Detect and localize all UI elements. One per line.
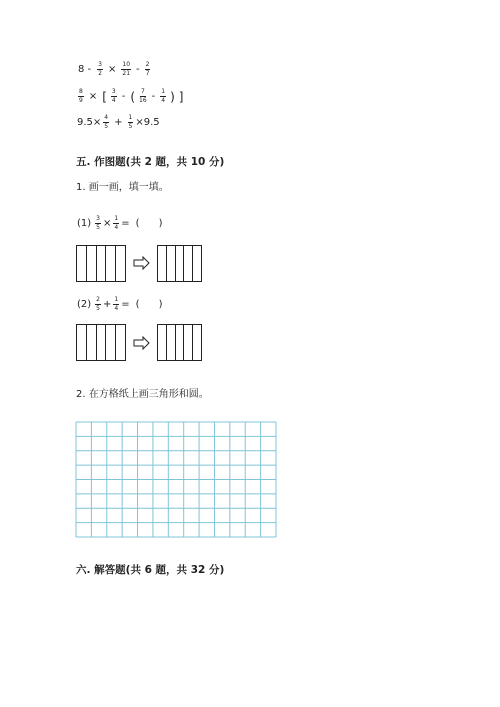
problem-1-left-rectangle — [76, 245, 126, 282]
grid-paper[interactable] — [75, 421, 277, 538]
problem-1-right-rectangle — [157, 245, 202, 282]
expr3-op-1: + — [114, 116, 123, 128]
expr3-tail: ×9.5 — [135, 116, 160, 128]
problem-2-left-rectangle — [76, 324, 126, 361]
expr1-fraction-2: $\frac{10}{21}$ — [122, 61, 131, 77]
problem-1-label: (1) — [77, 217, 92, 229]
expr2-fraction-4: $\frac{1}{4}$ — [161, 88, 166, 104]
section-6-title: 六. 解答题(共 6 题，共 32 分) — [76, 564, 225, 576]
problem-1-answer-blank[interactable]: ( ) — [135, 217, 163, 229]
expr3-fraction-1: $\frac{4}{5}$ — [104, 114, 109, 130]
problem-1-fraction-2: $\frac{1}{4}$ — [114, 215, 119, 231]
arrow-right-icon — [133, 336, 151, 350]
expr3-fraction-2: $\frac{1}{5}$ — [128, 114, 133, 130]
expression-3 — [77, 115, 160, 130]
expr1-lead: 8 - — [78, 63, 92, 75]
expr2-right-bracket: ] — [178, 89, 184, 104]
problem-1 — [77, 216, 162, 231]
expression-2 — [76, 89, 185, 104]
expr2-fraction-1: $\frac{8}{9}$ — [79, 88, 83, 104]
problem-2-op: + — [103, 298, 112, 310]
expr3-lead: 9.5× — [77, 116, 102, 128]
expr2-fraction-3: $\frac{7}{16}$ — [139, 88, 147, 104]
problem-2-equals: = — [121, 298, 130, 310]
arrow-right-icon — [133, 256, 151, 270]
problem-1-equals: = — [121, 217, 130, 229]
problem-1-fraction-1: $\frac{3}{5}$ — [96, 215, 100, 231]
expr1-fraction-1: $\frac{3}{2}$ — [98, 61, 102, 77]
problem-1-op: × — [103, 217, 112, 229]
section-5-title: 五. 作图题(共 2 题，共 10 分) — [76, 156, 225, 168]
expr1-op-1: × — [107, 63, 117, 75]
expr2-left-bracket: [ — [102, 89, 107, 104]
problem-2-fraction-1: $\frac{2}{5}$ — [96, 296, 100, 312]
problem-2-right-rectangle — [157, 324, 202, 361]
problem-2-label: (2) — [77, 298, 92, 310]
expression-1 — [78, 62, 152, 77]
expr2-op-1: × — [88, 90, 98, 102]
problem-2-answer-blank[interactable]: ( ) — [135, 298, 163, 310]
expr2-fraction-2: $\frac{3}{4}$ — [111, 88, 116, 104]
problem-2 — [77, 297, 162, 312]
expr2-left-paren: ( — [130, 89, 136, 104]
question-2-text: 2. 在方格纸上画三角形和圆。 — [76, 389, 209, 400]
problem-2-fraction-2: $\frac{1}{4}$ — [114, 296, 119, 312]
expr2-op-2: - — [121, 90, 126, 102]
question-1-text: 1. 画一画，填一填。 — [76, 182, 169, 193]
expr1-op-2: - — [136, 63, 140, 75]
expr2-op-3: - — [151, 90, 156, 102]
expr2-right-paren: ) — [170, 89, 175, 104]
expr1-fraction-3: $\frac{2}{7}$ — [145, 61, 150, 77]
